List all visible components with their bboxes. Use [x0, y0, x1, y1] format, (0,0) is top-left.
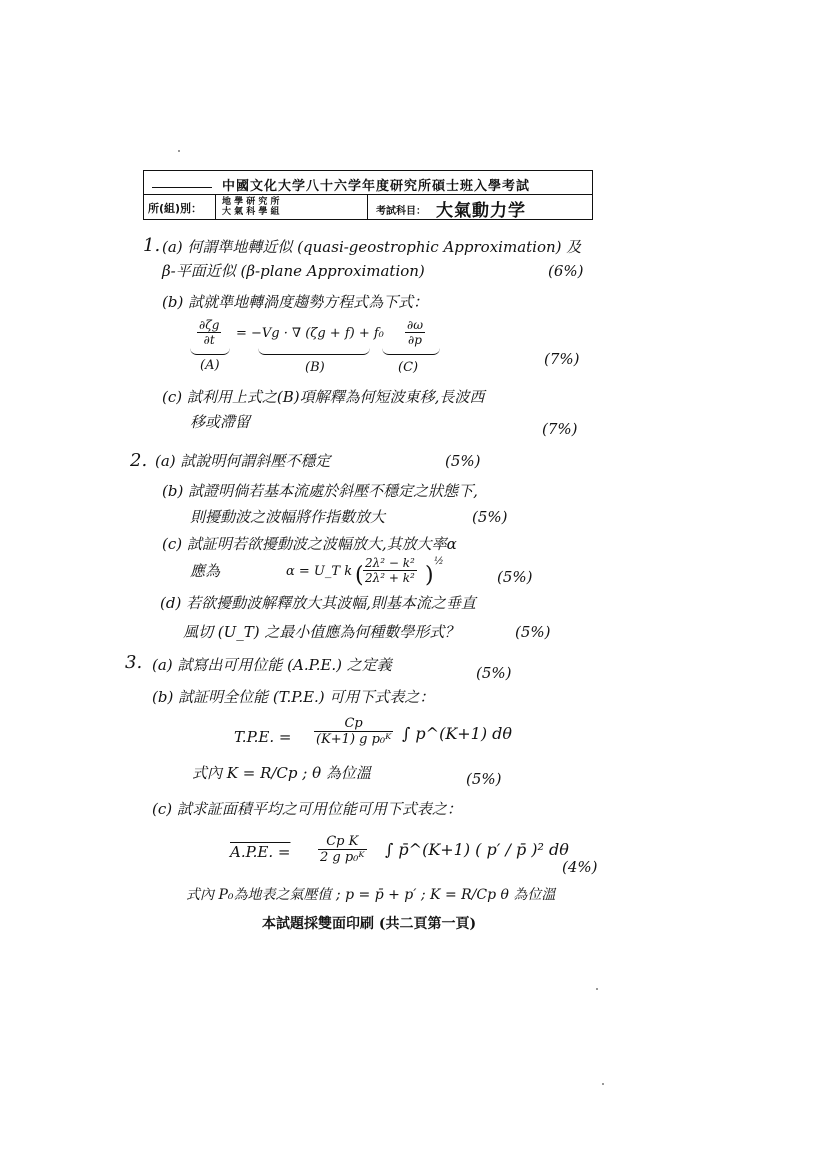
- q1-eq-rhs-den: ∂p: [408, 333, 422, 347]
- q2c-eq-exponent: ½: [434, 556, 444, 567]
- q2a-marks: (5%): [445, 452, 481, 470]
- q3b-line: (b) 試証明全位能 (T.P.E.) 可用下式表之：: [152, 688, 435, 706]
- q1a-line-2: β-平面近似 (β-plane Approximation): [162, 262, 425, 280]
- q1b-marks: (7%): [544, 350, 580, 368]
- q1-tag-a: (A): [200, 358, 220, 373]
- subject-name: 大氣動力学: [436, 201, 526, 221]
- q2c-eq-den: 2λ² + k²: [365, 571, 415, 585]
- q1-eq-rhs-fraction: [405, 318, 425, 347]
- q1c-line-2: 移或滯留: [190, 413, 251, 431]
- q1-eq-lhs-num: ∂ζg: [199, 318, 220, 332]
- q2b-line-1: (b) 試證明倘若基本流處於斜壓不穩定之狀態下,: [162, 482, 478, 500]
- q3b-marks: (5%): [466, 770, 502, 788]
- q2c-line-2: 應為: [190, 562, 221, 580]
- tpe-lhs: T.P.E. =: [234, 728, 292, 746]
- brace-c: [382, 348, 440, 355]
- q3c-marks: (4%): [562, 858, 598, 876]
- q2c-eq-num: 2λ² − k²: [365, 556, 415, 570]
- ape-fraction: [318, 834, 367, 865]
- q3a-marks: (5%): [476, 664, 512, 682]
- dept-label: 所(組)別：: [144, 195, 216, 219]
- q2c-marks: (5%): [497, 568, 533, 586]
- q2d-line-2: 風切 (U_T) 之最小值應為何種數學形式？: [183, 623, 460, 641]
- q1a-marks: (6%): [548, 262, 584, 280]
- q2c-eq-fraction: [363, 556, 417, 585]
- q3c-line: (c) 試求証面積平均之可用位能可用下式表之：: [152, 800, 462, 818]
- tpe-integral: ∫ p^(K+1) dθ: [402, 724, 513, 743]
- ape-num: Cp K: [318, 834, 367, 850]
- exam-title: 中國文化大学八十六学年度研究所碩士班入學考試: [222, 179, 531, 194]
- ape-lhs: A.P.E. =: [230, 843, 291, 861]
- q1-number: 1.: [143, 235, 161, 256]
- ape-integral: ∫ p̄^(K+1) ( p′ / p̄ )² dθ: [385, 840, 569, 859]
- tpe-num: Cp: [314, 716, 393, 732]
- exam-header-table: [143, 170, 593, 220]
- dept-line-1: 地 學 研 究 所: [222, 197, 280, 207]
- q1-tag-c: (C): [398, 360, 419, 375]
- q3b-where: 式內 K = R/Cp ; θ 為位溫: [192, 764, 371, 782]
- q1-eq-lhs-fraction: [197, 318, 221, 347]
- q3-number: 3.: [125, 652, 143, 673]
- dept-line-2: 大 氣 科 學 組: [222, 207, 280, 217]
- q2c-line-1: (c) 試証明若欲擾動波之波幅放大,其放大率α: [162, 535, 457, 553]
- q3a-line: (a) 試寫出可用位能 (A.P.E.) 之定義: [152, 656, 392, 674]
- q1-eq-lhs-den: ∂t: [203, 333, 215, 347]
- subject-label: 考試科目：: [376, 206, 426, 217]
- dept-name: [216, 195, 368, 219]
- q2b-line-2: 則擾動波之波幅將作指數放大: [190, 508, 386, 526]
- q1a-line-1: (a) 何謂準地轉近似 (quasi-geostrophic Approximation) 及: [162, 238, 582, 256]
- q1-tag-b: (B): [305, 360, 325, 375]
- q1b-line: (b) 試就準地轉渦度趨勢方程式為下式：: [162, 293, 429, 311]
- header-rule: [152, 187, 212, 188]
- scan-speck: [178, 150, 180, 152]
- brace-b: [258, 348, 370, 355]
- q2d-marks: (5%): [515, 623, 551, 641]
- footer-note: 本試題採雙面印刷 (共二頁第一頁): [262, 916, 477, 932]
- q2c-eq-lhs: α = U_T k: [286, 564, 353, 579]
- q2d-line-1: (d) 若欲擾動波解釋放大其波幅,則基本流之垂直: [160, 594, 476, 612]
- q1-eq-rhs: = −Vg · ∇ (ζg + f) + f₀: [236, 326, 384, 341]
- q3c-where: 式內 P₀為地表之氣壓值 ; p = p̄ + p′ ; K = R/Cp θ 為位溫: [186, 887, 556, 903]
- q1c-marks: (7%): [542, 420, 578, 438]
- scan-speck: [596, 988, 598, 990]
- ape-den: 2 g p₀ᴷ: [320, 850, 365, 865]
- header-title-row: [144, 171, 592, 195]
- brace-a: [190, 348, 230, 355]
- q2b-marks: (5%): [472, 508, 508, 526]
- q2-number: 2.: [130, 450, 148, 471]
- q1-eq-rhs-num: ∂ω: [407, 318, 423, 332]
- q1c-line-1: (c) 試利用上式之(B)項解釋為何短波東移,長波西: [162, 388, 485, 406]
- scan-speck: [602, 1083, 604, 1085]
- q2c-eq-paren-close: ): [425, 563, 434, 588]
- q2a-line: (a) 試說明何謂斜壓不穩定: [155, 452, 331, 470]
- subject-cell: [368, 195, 592, 219]
- tpe-den: (K+1) g p₀ᴷ: [316, 732, 392, 747]
- tpe-fraction: [314, 716, 393, 747]
- q2c-eq-paren-open: (: [355, 563, 364, 588]
